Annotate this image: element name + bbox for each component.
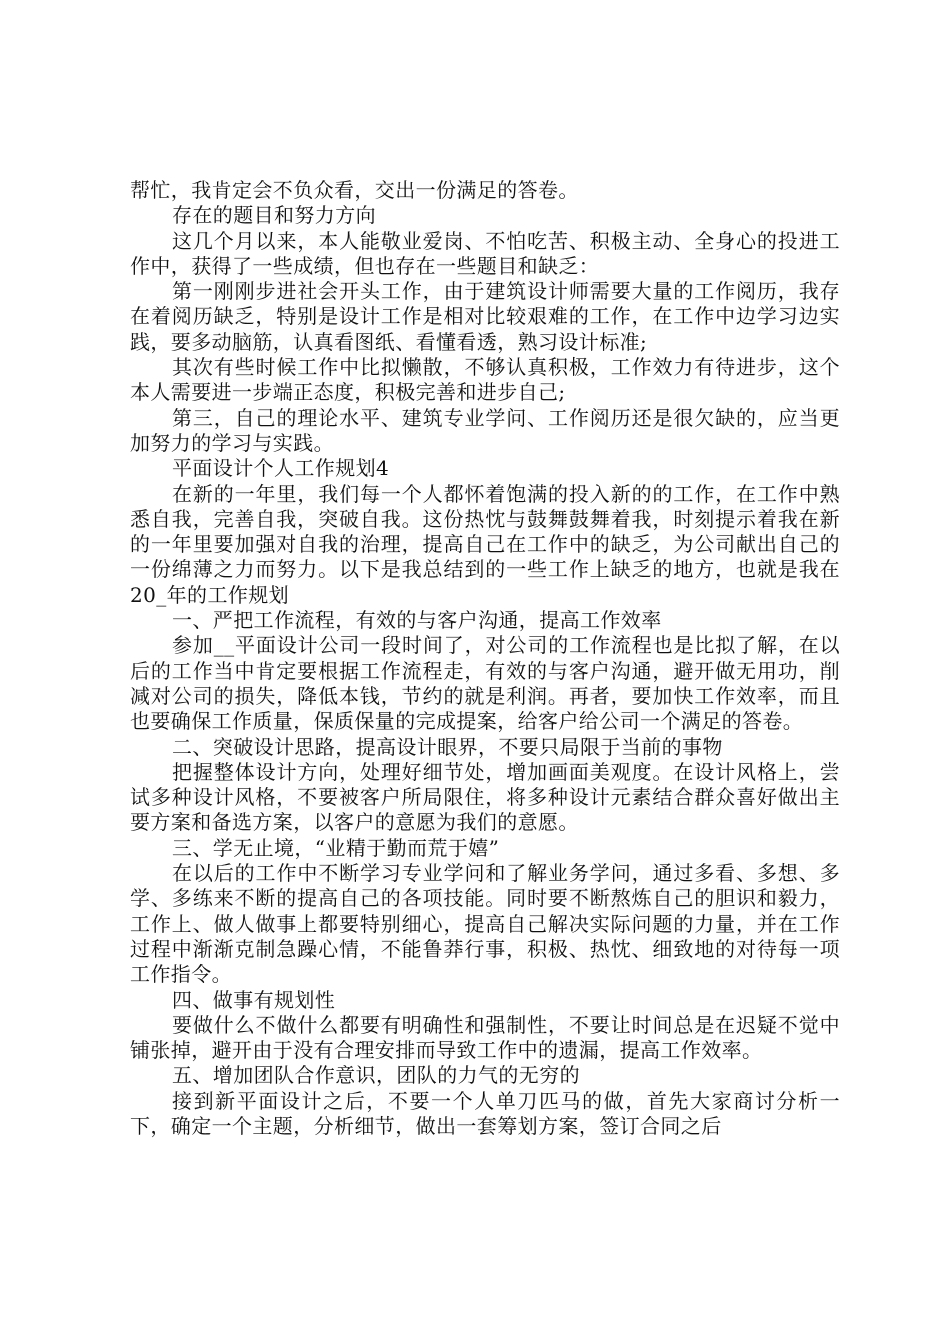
paragraph: 在以后的工作中不断学习专业学问和了解业务学问，通过多看、多想、多学、多练来不断的提高自己的各项技能。同时要不断熬炼自己的胆识和毅力，工作上、做人做事上都要特别细心，提高自己解决实际问题的力量，并在工作过程中渐渐克制急躁心情，不能鲁莽行事，积极、热忱、细致地的对待每一项工作指令。 [130,861,840,987]
section-heading: 四、做事有规划性 [172,987,336,1012]
section-heading: 三、学无止境，“业精于勤而荒于嬉” [172,835,500,860]
paragraph: 参加__平面设计公司一段时间了，对公司的工作流程也是比拟了解，在以后的工作当中肯定要根据工作流程走，有效的与客户沟通，避开做无用功，削减对公司的损失，降低本钱，节约的就是利润。再者，要加快工作效率，而且也要确保工作质量，保质保量的完成提案，给客户给公司一个满足的答卷。 [130,633,840,734]
paragraph: 在新的一年里，我们每一个人都怀着饱满的投入新的的工作，在工作中熟悉自我，完善自我，突破自我。这份热忱与鼓舞鼓舞着我，时刻提示着我在新的一年里要加强对自我的治理，提高自己在工作中的缺乏，为公司献出自己的一份绵薄之力而努力。以下是我总结到的一些工作上缺乏的地方，也就是我在20_年的工作规划 [130,481,840,607]
section-heading: 存在的题目和努力方向 [172,203,376,228]
section-heading: 平面设计个人工作规划4 [172,456,390,481]
paragraph: 要做什么不做什么都要有明确性和强制性，不要让时间总是在迟疑不觉中铺张掉，避开由于没有合理安排而导致工作中的遗漏，提高工作效率。 [130,1012,840,1063]
paragraph: 帮忙，我肯定会不负众看，交出一份满足的答卷。 [130,178,579,202]
paragraph: 第三，自己的理论水平、建筑专业学问、工作阅历还是很欠缺的，应当更加努力的学习与实践。 [130,405,840,455]
document-body [130,178,840,1139]
section-heading: 五、增加团队合作意识，团队的力气的无穷的 [172,1063,580,1088]
section-heading: 二、突破设计思路，提高设计眼界，不要只局限于当前的事物 [172,734,723,759]
paragraph: 把握整体设计方向，处理好细节处，增加画面美观度。在设计风格上，尝试多种设计风格，不要被客户所局限住，将多种设计元素结合群众喜好做出主要方案和备选方案，以客户的意愿为我们的意愿。 [130,759,840,835]
paragraph: 接到新平面设计之后，不要一个人单刀匹马的做，首先大家商讨分析一下，确定一个主题，分析细节，做出一套筹划方案，签订合同之后 [130,1088,840,1138]
paragraph: 其次有些时候工作中比拟懒散，不够认真积极，工作效力有待进步，这个本人需要进一步端正态度，积极完善和进步自己; [130,355,840,405]
section-heading: 一、严把工作流程，有效的与客户沟通，提高工作效率 [172,608,662,633]
paragraph: 这几个月以来，本人能敬业爱岗、不怕吃苦、积极主动、全身心的投进工作中，获得了一些成绩，但也存在一些题目和缺乏： [130,228,840,278]
paragraph: 第一刚刚步进社会开头工作，由于建筑设计师需要大量的工作阅历，我存在着阅历缺乏，特别是设计工作是相对比较艰难的工作，在工作中边学习边实践，要多动脑筋，认真看图纸、看懂看透，熟习设计标准; [130,279,840,354]
